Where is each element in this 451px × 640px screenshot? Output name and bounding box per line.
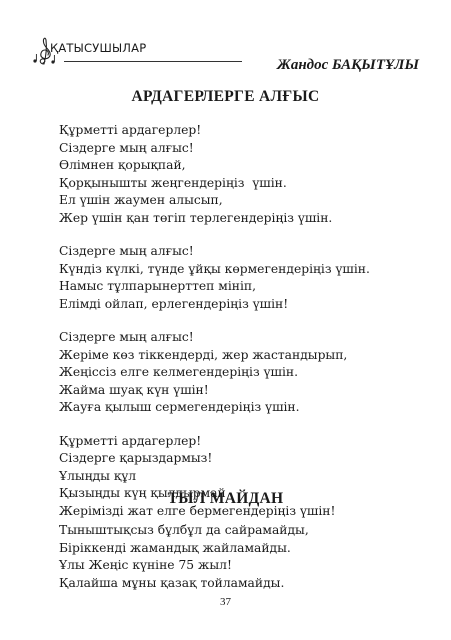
stanza [59,522,431,592]
poem-line: Жайма шуақ күн үшін! [59,382,209,397]
poem-line: Жауға қылыш сермегендеріңіз үшін. [59,400,300,414]
poem-line: Қалайша мұны қазақ тойламайды. [59,575,285,590]
poem-line: Құрметті ардагерлер! [59,123,202,137]
poem-line: Қызыңды күң қылдырмай [59,486,226,500]
author-name: Жандос БАҚЫТҰЛЫ [277,57,419,73]
poem-line: Жер үшін қан төгіп терлегендеріңіз үшін. [59,210,333,225]
poem-line: Жеңіссіз елге келмегендеріңіз үшін. [59,365,298,379]
poem-line: Елімді ойлап, ерлегендеріңіз үшін! [59,296,289,311]
poem-line: Өлімнен қорықпай, [59,158,186,172]
poem-line: Қорқынышты жеңгендеріңіз үшін. [59,175,287,190]
header-rule [64,61,242,62]
stanza [59,243,431,313]
poem-line: Сіздерге мың алғыс! [59,330,194,344]
poem-line: Ел үшін жаумен алысып, [59,193,223,207]
poem-title: ТЫЛ МАЙДАН [167,490,284,507]
poem-line: Ұлыңды құл [59,468,137,483]
poem-line: Тыныштықсыз бұлбұл да сайрамайды, [59,523,309,537]
poem-line: Ұлы Жеңіс күніне 75 жыл! [59,558,232,572]
poem-title: АРДАГЕРЛЕРГЕ АЛҒЫС [131,88,320,105]
stanza [59,122,431,227]
poem-body [59,122,431,536]
poem-line: Жеріме көз тіккендерді, жер жастандырып, [59,347,348,362]
poem-line: Сіздерге қарыздармыз! [59,451,213,465]
poem-line: Біріккенді жамандық жайламайды. [59,540,291,555]
poem-line: Күндіз күлкі, түнде ұйқы көрмегендеріңіз үшін. [59,261,370,276]
poem-line: Құрметті ардагерлер! [59,433,202,448]
poem-line: Сіздерге мың алғыс! [59,140,194,155]
stanza [59,329,431,417]
page-number: 37 [220,596,231,608]
poem-line: Жерімізді жат елге бермегендеріңіз үшін! [59,503,336,518]
poem-line: Намыс тұлпарынерттеп мініп, [59,279,257,293]
poem-line: Сіздерге мың алғыс! [59,244,194,258]
section-label: ҚАТЫСУШЫЛАР [50,41,147,55]
